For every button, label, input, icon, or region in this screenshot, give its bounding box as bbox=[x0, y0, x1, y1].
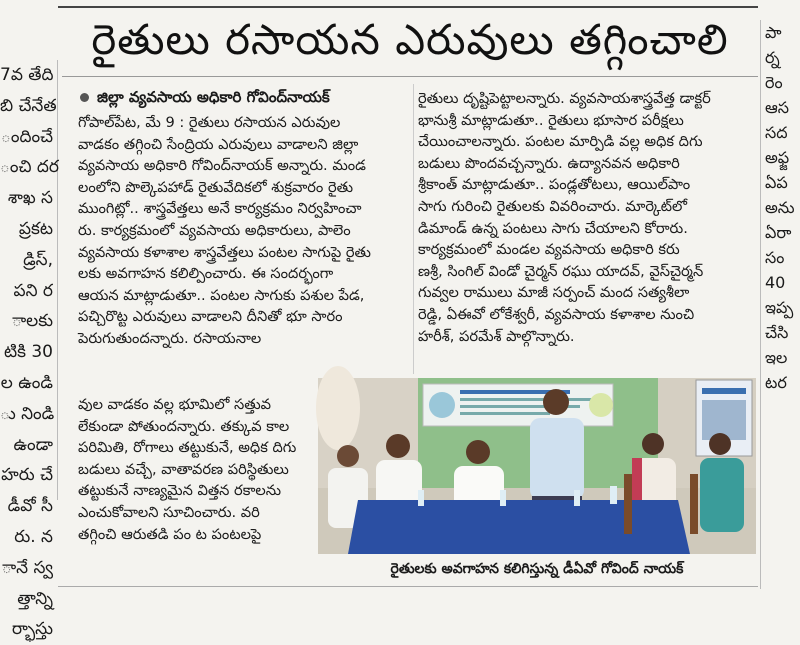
adjacent-text-line: బి చేనేత bbox=[0, 95, 57, 116]
adjacent-text-line: డీవో సీ bbox=[7, 496, 53, 517]
adjacent-text-line: సం bbox=[765, 248, 785, 267]
adjacent-text-line: ు నిండి bbox=[0, 403, 55, 424]
adjacent-text-line: అఫ్జ bbox=[765, 148, 790, 167]
article-text-line: తట్టుకునే నాణ్యమైన విత్తన రకాలను bbox=[78, 482, 282, 500]
adjacent-text-line: టికి 30 bbox=[3, 342, 53, 363]
event-photo bbox=[318, 378, 756, 554]
adjacent-text-line: ర్న bbox=[765, 48, 780, 67]
adjacent-text-line: ల ఉండి bbox=[0, 372, 53, 393]
person-woman-2 bbox=[700, 458, 744, 532]
article-text-line: ఎంచుకోవాలని సూచించారు. వరి bbox=[78, 503, 260, 521]
adjacent-text-line: పని ర bbox=[13, 280, 53, 301]
column-divider bbox=[413, 84, 414, 374]
adjacent-text-line: అను bbox=[765, 198, 795, 217]
article-text-line: వ్యవసాయ కళాశాల శాస్త్రవేత్తలు పంటల సాగుపై రైతు bbox=[78, 243, 371, 261]
article-text-line: చేయించాలన్నారు. పంటల మార్పిడి వల్ల అధిక దిగు bbox=[418, 133, 703, 151]
article-text-line: శ్రీకాంత్ మాట్లాడుతూ.. పండ్లతోటలు, ఆయిల్‌పాం bbox=[418, 176, 691, 194]
article-text-line: రెడ్డి, ఏఈవో లోకేశ్వరీ, వ్యవసాయ కళాశాల నుంచి bbox=[418, 305, 695, 323]
adjacent-text-line: ర్భాస్తు bbox=[11, 619, 53, 640]
article-text-line: డిమాండ్ ఉన్న పంటలు సాగు చేయాలని కోరారు. bbox=[418, 219, 688, 237]
article-text-line: పచ్చిరొట్ట ఎరువులు వాడాలని దీనితో భూ సారం bbox=[78, 308, 343, 326]
article-text-line: రైతులు దృష్టిపెట్టాలన్నారు. వ్యవసాయశాస్త్రవేత్త డాక్టర్ bbox=[418, 90, 711, 107]
article-text-line: భానుశ్రీ మాట్లాడుతూ.. రైతులు భూసార పరీక్షలు bbox=[418, 111, 684, 129]
adjacent-text-line: ప్రకట bbox=[18, 218, 53, 239]
adjacent-text-line: డ్రిస్, bbox=[23, 249, 53, 270]
adjacent-text-line: ఇప్ప bbox=[765, 298, 794, 317]
adjacent-text-line: త్తాన్ని bbox=[17, 588, 53, 609]
photo-illustration bbox=[318, 378, 756, 554]
article-headline: రైతులు రసాయన ఎరువులు తగ్గించాలి bbox=[91, 15, 729, 64]
article-text-line: బడులు పొందవచ్చన్నారు. ఉద్యానవన అధికారి bbox=[418, 154, 680, 172]
article-text-line: ణశ్రీ, సింగిల్ విండో చైర్మన్ రఘు యాదవ్, వైస్‌చైర్మన్ bbox=[418, 262, 704, 280]
adjacent-text-line: ందించే bbox=[1, 126, 53, 147]
article-text-line: కార్యక్రమంలో మండల వ్యవసాయ అధికారి కరు bbox=[418, 241, 680, 259]
photo-caption: రైతులకు అవగాహన కలిగిస్తున్న డీఏవో గోవింద్ నాయక్ bbox=[390, 561, 684, 577]
article-text-line: లంలోని పొల్కెపహాడ్ రైతువేదికలో శుక్రవారం రైతు bbox=[78, 178, 354, 196]
article-text-line: లకు అవగాహన కలిల్పించారు. ఈ సందర్భంగా bbox=[78, 265, 334, 283]
decor-fan bbox=[316, 366, 360, 450]
article-text-line: ముంగిట్లో.. శాస్త్రవేత్తలు అనే కార్యక్రమం నిర్వహించా bbox=[78, 200, 362, 218]
adjacent-text-line: ానే స్వ bbox=[1, 557, 53, 578]
stage-table bbox=[348, 500, 690, 554]
article-text-line: పెరుగుతుందన్నారు. రసాయనాల bbox=[78, 329, 262, 347]
article-byline bbox=[80, 88, 410, 110]
bullet-icon bbox=[80, 93, 89, 102]
adjacent-text-line: ఏప bbox=[765, 173, 788, 192]
article-text-line: వుల వాడకం వల్ల భూమిలో సత్తువ bbox=[78, 396, 272, 413]
article-text-line: సాగు గురించి రైతులకు వివరించారు. మార్కెట్‌లో bbox=[418, 197, 688, 215]
adjacent-text-line: ంచి దర bbox=[0, 157, 59, 178]
adjacent-text-line: ాలకు bbox=[11, 311, 53, 332]
adjacent-text-line: హరు చే bbox=[1, 465, 53, 486]
article-text-line: హరీశ్, పరమేశ్ పాల్గొన్నారు. bbox=[418, 327, 575, 345]
article-column-1-lower bbox=[78, 394, 316, 545]
article-text-line: లేకుండా పోతుందన్నారు. తక్కువ కాల bbox=[78, 417, 290, 435]
headline-rule bbox=[62, 76, 758, 77]
right-adjacent-article bbox=[760, 20, 800, 589]
article-text-line: తగ్గించి ఆరుతడి పం ట పంటలపై bbox=[78, 525, 262, 543]
article-text-line: గువ్వల రాములు మాజీ సర్పంచ్ మంద సత్యశీలా bbox=[418, 284, 690, 302]
article-column-1 bbox=[78, 112, 410, 350]
adjacent-text-line: 7వ తేది bbox=[0, 65, 54, 85]
adjacent-text-line: చేసి bbox=[765, 323, 789, 342]
adjacent-text-line: టర bbox=[765, 373, 787, 392]
speaker bbox=[530, 418, 584, 500]
article-text-line: వాడకం తగ్గించి సేంద్రియ ఎరువులు వాడాలని జిల్లా bbox=[78, 135, 359, 153]
article-text-line: బడులు వచ్చే, వాతావరణ పరిస్థితులు bbox=[78, 460, 289, 478]
adjacent-text-line: 40 bbox=[765, 273, 786, 292]
article-column-2 bbox=[418, 88, 752, 347]
adjacent-text-line: శాఖ స bbox=[7, 188, 53, 209]
article-text-line: గోపాల్‌పేట, మే 9 : రైతులు రసాయన ఎరువుల bbox=[78, 114, 341, 131]
adjacent-text-line: రెం bbox=[765, 73, 783, 92]
adjacent-text-line: ఆస bbox=[765, 98, 790, 117]
bottom-rule bbox=[58, 586, 758, 587]
adjacent-text-line: సద bbox=[765, 123, 788, 142]
adjacent-text-line: ఉండా bbox=[13, 434, 53, 455]
left-adjacent-article bbox=[0, 60, 59, 640]
article-text-line: ఆయన మాట్లాడుతూ.. పంటల సాగుకు పశుల పేడ, bbox=[78, 286, 365, 304]
adjacent-text-line: పా bbox=[765, 23, 782, 42]
article-text-line: వ్యవసాయ అధికారి గోవింద్‌నాయక్ అన్నారు. మండ bbox=[78, 157, 366, 175]
byline-text: జిల్లా వ్యవసాయ అధికారి గోవింద్‌నాయక్ bbox=[97, 88, 330, 106]
article-text-line: పరిమితి, రోగాలు తట్టుకునే, అధిక దిగు bbox=[78, 439, 297, 457]
speaker-head bbox=[543, 389, 569, 415]
adjacent-text-line: ఇల bbox=[765, 348, 788, 367]
article-text-line: రు. కార్యక్రమంలో వ్యవసాయ అధికారులు, పాలెం bbox=[78, 221, 351, 239]
adjacent-text-line: ఏరా bbox=[765, 223, 792, 242]
adjacent-text-line: రు. న bbox=[14, 526, 53, 547]
